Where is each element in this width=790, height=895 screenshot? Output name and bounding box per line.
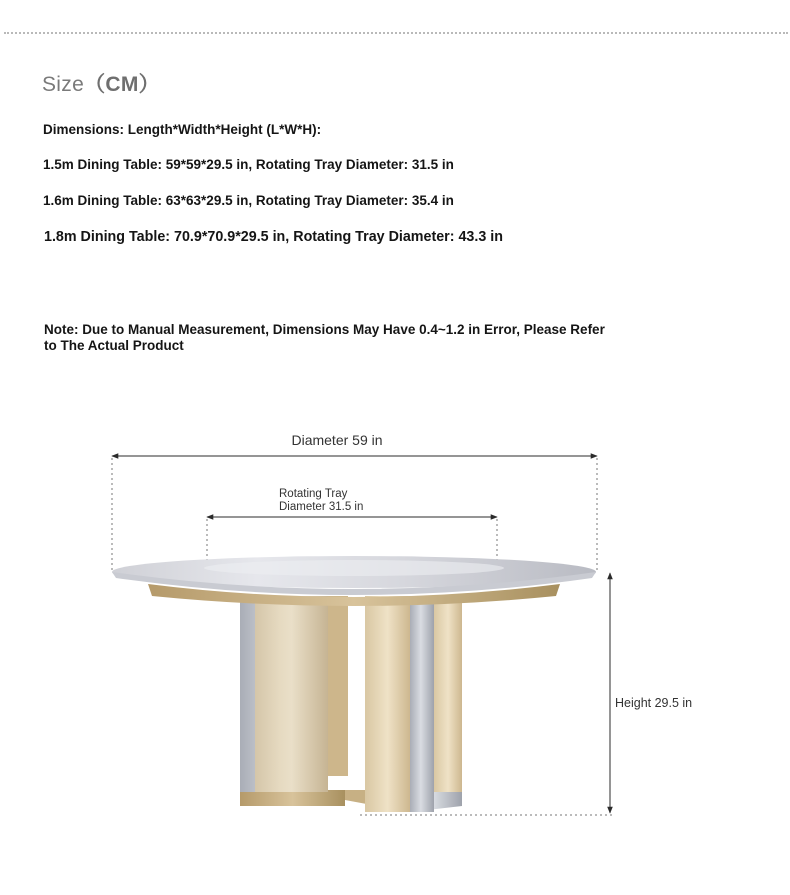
dining-table-image: [112, 556, 596, 812]
spec-row-1-6m: 1.6m Dining Table: 63*63*29.5 in, Rotating Tray Diameter: 35.4 in: [43, 193, 454, 208]
tray-label-line1: Rotating Tray: [279, 488, 348, 500]
base-plate-left: [240, 790, 345, 806]
rotating-tray: [204, 560, 504, 576]
measurement-note: Note: Due to Manual Measurement, Dimensions May Have 0.4~1.2 in Error, Please Refer to The Actual Product: [44, 322, 605, 353]
spec-row-1-5m: 1.5m Dining Table: 59*59*29.5 in, Rotating Tray Diameter: 31.5 in: [43, 157, 454, 172]
size-heading-unit: （CM）: [84, 73, 160, 96]
diameter-label: Diameter 59 in: [291, 432, 383, 448]
dimensions-label: Dimensions: Length*Width*Height (L*W*H):: [43, 122, 322, 137]
leg-inner-left: [328, 596, 348, 776]
leg-gold-right: [365, 596, 410, 812]
tray-label-line2: Diameter 31.5 in: [279, 501, 364, 513]
height-label: Height 29.5 in: [615, 696, 693, 710]
spec-row-1-8m: 1.8m Dining Table: 70.9*70.9*29.5 in, Rotating Tray Diameter: 43.3 in: [44, 229, 503, 245]
size-heading-text: Size: [42, 73, 85, 96]
leg-steel-right: [410, 596, 434, 812]
leg-gold-left: [255, 596, 328, 792]
leg-gold-back: [434, 596, 462, 792]
